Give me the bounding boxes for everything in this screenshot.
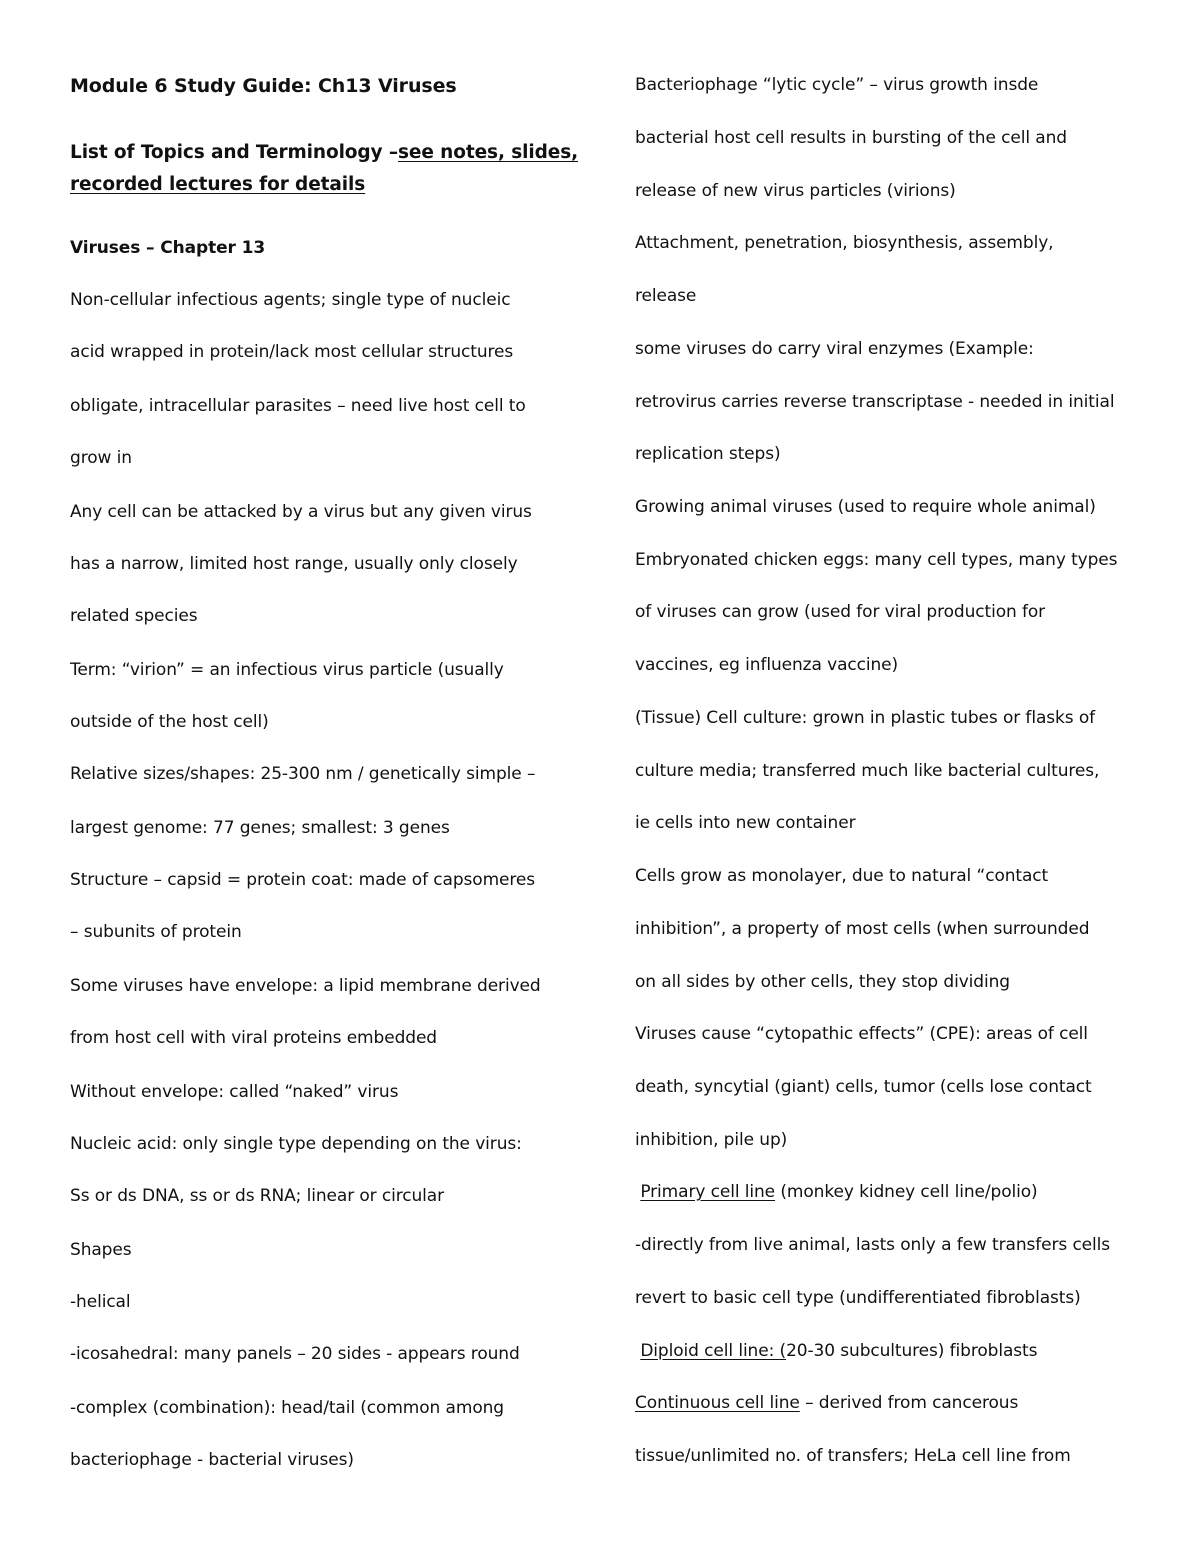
left-line: -helical: [70, 1292, 131, 1312]
left-line: -icosahedral: many panels – 20 sides - appears round: [70, 1344, 520, 1364]
right-line: tissue/unlimited no. of transfers; HeLa cell line from: [635, 1446, 1071, 1466]
right-line: bacterial host cell results in bursting of the cell and: [635, 128, 1067, 148]
left-line: Non-cellular infectious agents; single type of nucleic: [70, 290, 511, 310]
left-line: Nucleic acid: only single type depending on the virus:: [70, 1134, 522, 1154]
diploid-cell-line: [635, 1340, 1037, 1362]
right-line: vaccines, eg influenza vaccine): [635, 655, 899, 675]
primary-cell-line-rest: (monkey kidney cell line/polio): [775, 1182, 1038, 1202]
topics-heading-link-2: recorded lectures for details: [70, 174, 366, 195]
right-line: revert to basic cell type (undifferentiated fibroblasts): [635, 1288, 1081, 1308]
right-line: culture media; transferred much like bacterial cultures,: [635, 761, 1100, 781]
left-line: Some viruses have envelope: a lipid membrane derived: [70, 976, 541, 996]
continuous-cell-line-label: Continuous cell line: [635, 1393, 800, 1413]
left-line: has a narrow, limited host range, usually only closely: [70, 554, 518, 574]
right-line: inhibition, pile up): [635, 1130, 788, 1150]
right-line: on all sides by other cells, they stop dividing: [635, 972, 1010, 992]
left-line: -complex (combination): head/tail (common among: [70, 1398, 504, 1418]
left-line: obligate, intracellular parasites – need live host cell to: [70, 396, 526, 416]
left-line: Ss or ds DNA, ss or ds RNA; linear or circular: [70, 1186, 445, 1206]
right-line: replication steps): [635, 444, 781, 464]
left-line: grow in: [70, 448, 132, 468]
topics-heading-link-1: see notes, slides,: [398, 142, 579, 163]
left-line: largest genome: 77 genes; smallest: 3 genes: [70, 818, 450, 838]
left-line: from host cell with viral proteins embedded: [70, 1028, 438, 1048]
right-line: Viruses cause “cytopathic effects” (CPE): areas of cell: [635, 1024, 1088, 1044]
diploid-cell-line-label: Diploid cell line: (: [640, 1341, 787, 1361]
right-line: (Tissue) Cell culture: grown in plastic tubes or flasks of: [635, 708, 1096, 728]
right-line: some viruses do carry viral enzymes (Example:: [635, 339, 1034, 359]
right-line: Embryonated chicken eggs: many cell types, many types: [635, 550, 1118, 570]
right-line: release: [635, 286, 697, 306]
right-line: inhibition”, a property of most cells (when surrounded: [635, 919, 1090, 939]
continuous-cell-line: [635, 1392, 1018, 1414]
right-line: Attachment, penetration, biosynthesis, assembly,: [635, 233, 1054, 253]
left-line: bacteriophage - bacterial viruses): [70, 1450, 354, 1470]
right-line: Bacteriophage “lytic cycle” – virus growth insde: [635, 75, 1039, 95]
left-line: Any cell can be attacked by a virus but any given virus: [70, 502, 532, 522]
left-line: Relative sizes/shapes: 25-300 nm / genetically simple –: [70, 764, 536, 784]
left-line: outside of the host cell): [70, 712, 269, 732]
left-line: Structure – capsid = protein coat: made of capsomeres: [70, 870, 536, 890]
right-line: Cells grow as monolayer, due to natural “contact: [635, 866, 1049, 886]
topics-heading-prefix: List of Topics and Terminology –: [70, 142, 399, 163]
section-heading: Viruses – Chapter 13: [70, 238, 266, 258]
right-line: retrovirus carries reverse transcriptase - needed in initial: [635, 392, 1115, 412]
left-line: – subunits of protein: [70, 922, 242, 942]
left-line: related species: [70, 606, 198, 626]
left-line: Term: “virion” = an infectious virus particle (usually: [70, 660, 504, 680]
left-line: Shapes: [70, 1240, 132, 1260]
topics-heading: [70, 142, 578, 164]
right-line: of viruses can grow (used for viral production for: [635, 602, 1046, 622]
right-line: release of new virus particles (virions): [635, 181, 956, 201]
right-line: death, syncytial (giant) cells, tumor (cells lose contact: [635, 1077, 1092, 1097]
topics-heading-cont: [70, 174, 365, 196]
primary-cell-line-label: Primary cell line: [640, 1182, 776, 1202]
left-line: acid wrapped in protein/lack most cellular structures: [70, 342, 514, 362]
right-line: Growing animal viruses (used to require whole animal): [635, 497, 1096, 517]
right-line: ie cells into new container: [635, 813, 856, 833]
diploid-cell-line-rest: 20-30 subcultures) fibroblasts: [786, 1341, 1038, 1361]
continuous-cell-line-rest: – derived from cancerous: [799, 1393, 1019, 1413]
left-line: Without envelope: called “naked” virus: [70, 1082, 399, 1102]
document-title: Module 6 Study Guide: Ch13 Viruses: [70, 75, 457, 97]
right-line: -directly from live animal, lasts only a few transfers cells: [635, 1235, 1111, 1255]
primary-cell-line: [635, 1181, 1038, 1203]
